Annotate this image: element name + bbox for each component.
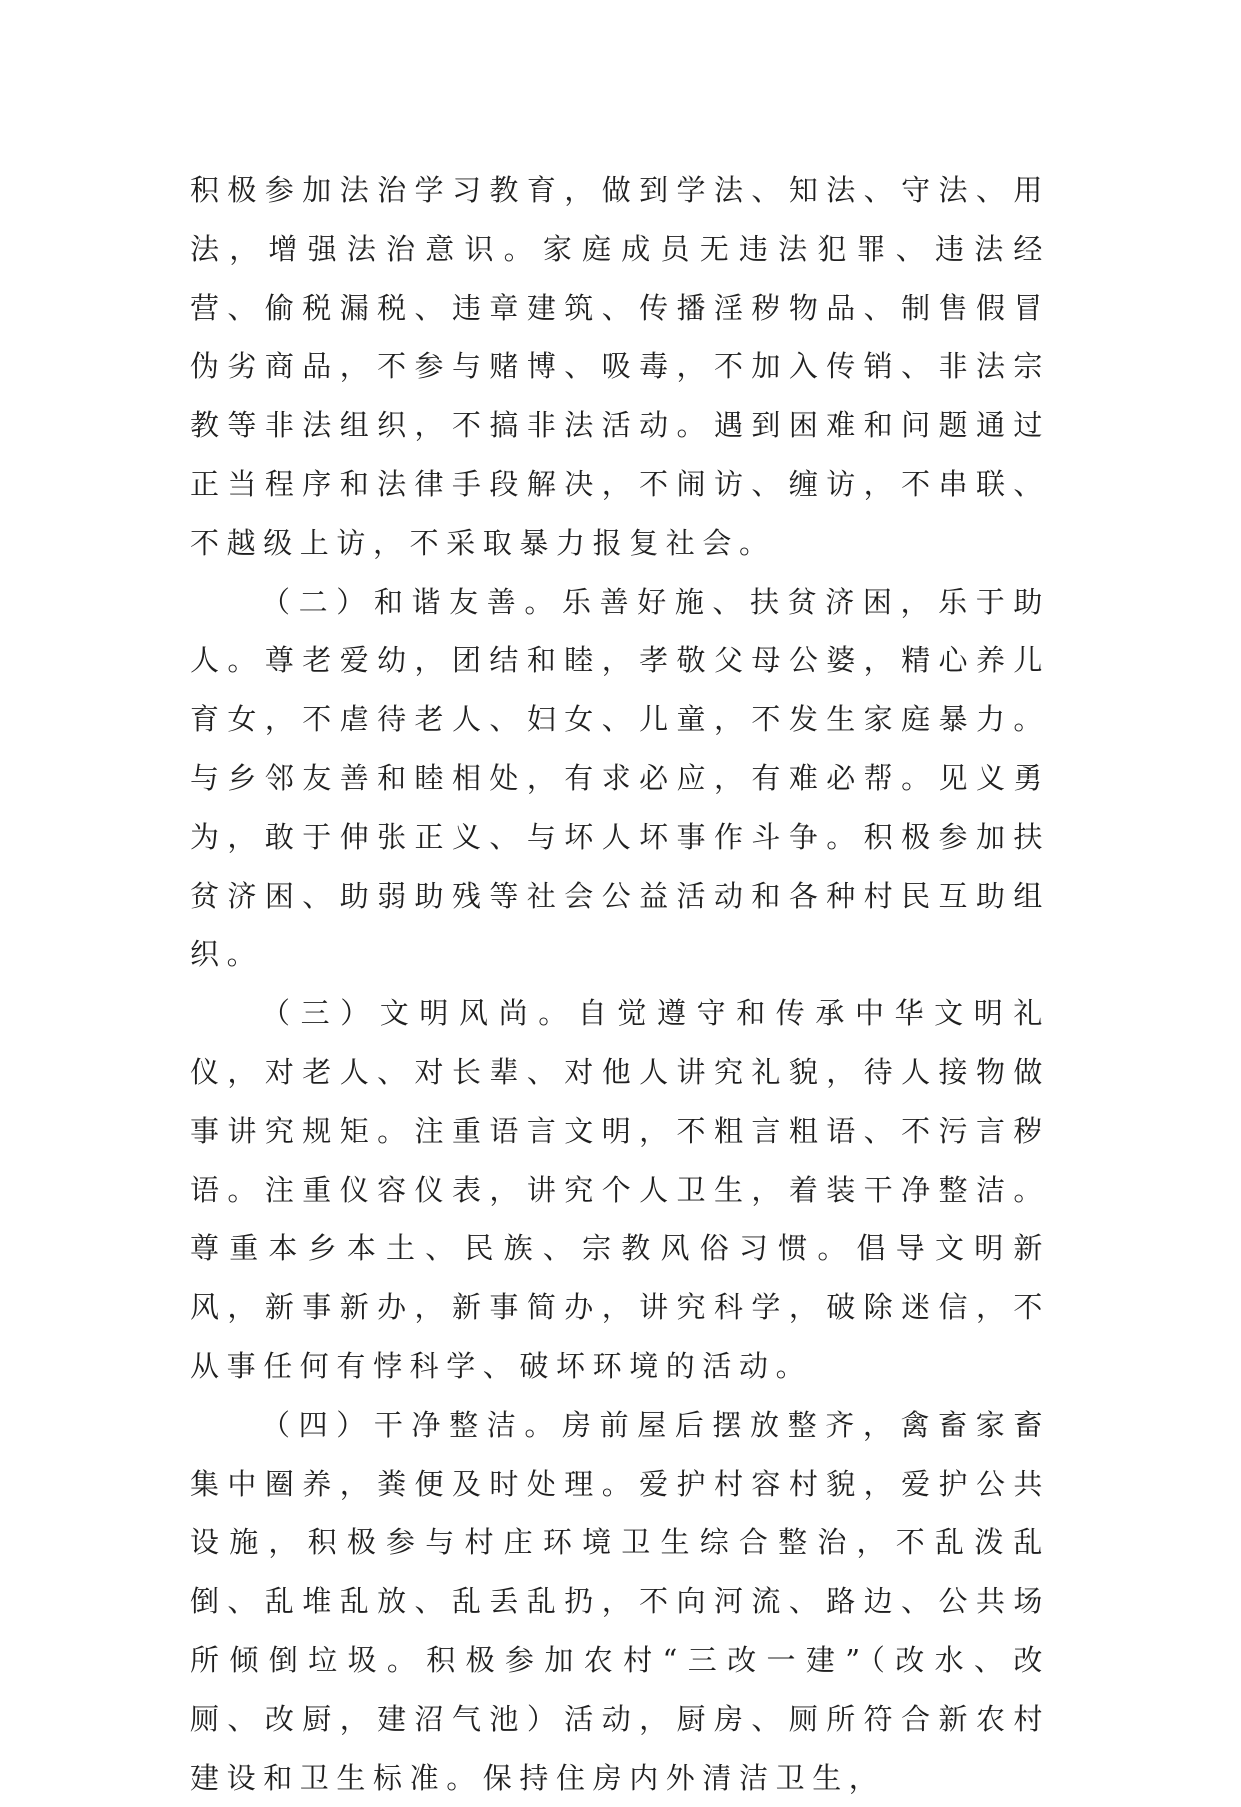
paragraph-law-education: 积极参加法治学习教育，做到学法、知法、守法、用法，增强法治意识。家庭成员无违法犯罪、违法经营、偷税漏税、违章建筑、传播淫秽物品、制售假冒伪劣商品，不参与赌博、吸毒，不加入传销、非法宗教等非法组织，不搞非法活动。遇到困难和问题通过正当程序和法律手段解决，不闹访、缠访，不串联、不越级上访，不采取暴力报复社会。: [190, 173, 1050, 560]
document-body: [190, 161, 1050, 1807]
paragraph-civilized-custom: （三）文明风尚。自觉遵守和传承中华文明礼仪，对老人、对长辈、对他人讲究礼貌，待人接物做事讲究规矩。注重语言文明，不粗言粗语、不污言秽语。注重仪容仪表，讲究个人卫生，着装干净整洁。尊重本乡本土、民族、宗教风俗习惯。倡导文明新风，新事新办，新事简办，讲究科学，破除迷信，不从事任何有悖科学、破坏环境的活动。: [190, 996, 1050, 1383]
paragraph-harmony-friendly: （二）和谐友善。乐善好施、扶贫济困，乐于助人。尊老爱幼，团结和睦，孝敬父母公婆，精心养儿育女，不虐待老人、妇女、儿童，不发生家庭暴力。与乡邻友善和睦相处，有求必应，有难必帮。见义勇为，敢于伸张正义、与坏人坏事作斗争。积极参加扶贫济困、助弱助残等社会公益活动和各种村民互助组织。: [190, 584, 1050, 972]
paragraph-clean-tidy: （四）干净整洁。房前屋后摆放整齐，禽畜家畜集中圈养，粪便及时处理。爱护村容村貌，爱护公共设施，积极参与村庄环境卫生综合整治，不乱泼乱倒、乱堆乱放、乱丢乱扔，不向河流、路边、公共场所倾倒垃圾。积极参加农村“三改一建”（改水、改厕、改厨，建沼气池）活动，厨房、厕所符合新农村建设和卫生标准。保持住房内外清洁卫生，: [190, 1407, 1050, 1795]
